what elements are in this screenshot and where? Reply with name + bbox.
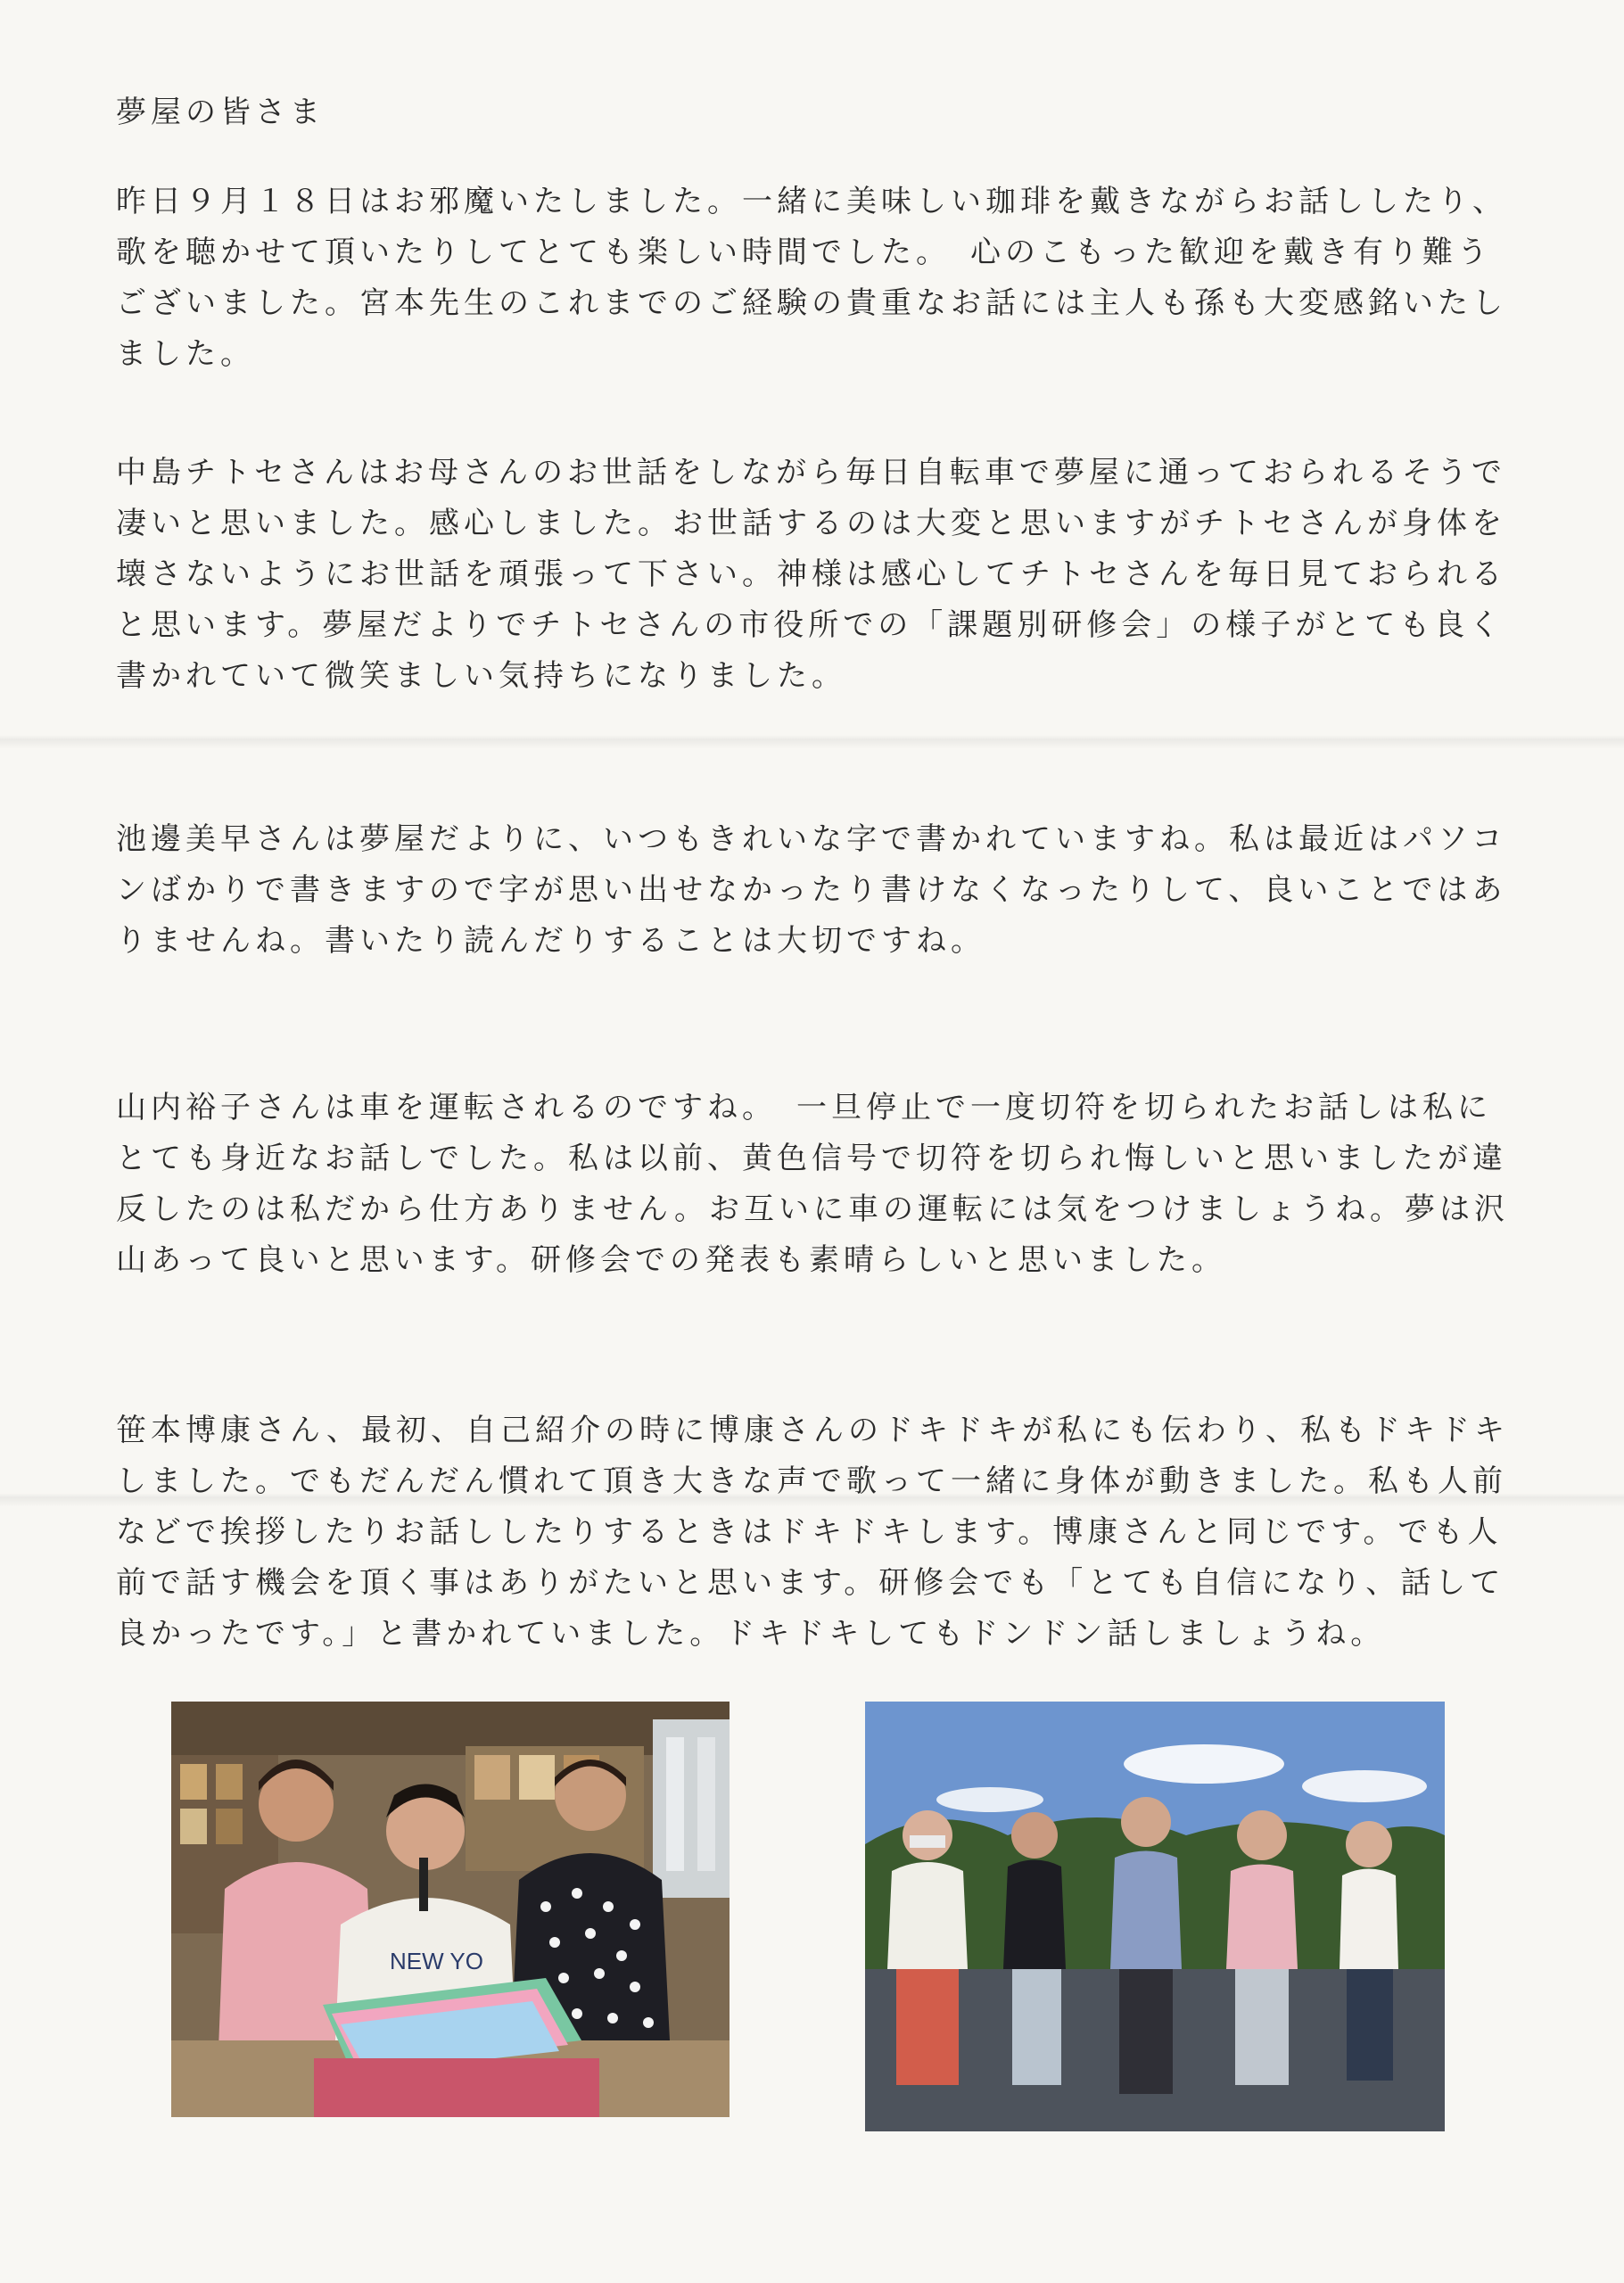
- paragraph-yamauchi: 山内裕子さんは車を運転されるのですね。 一旦停止で一度切符を切られたお話しは私にとても身近なお話しでした。私は以前、黄色信号で切符を切られ悔しいと思いましたが違反したのは私だから仕方ありません。お互いに車の運転には気をつけましょうね。夢は沢山あって良いと思います。研修会での発表も素晴らしいと思いました。: [116, 1090, 1510, 1278]
- photo-indoor-singing: [171, 1702, 730, 2117]
- shirt-print-text: NEW YO: [390, 1948, 483, 1974]
- paragraph-sasamoto: 笹本博康さん、最初、自己紹介の時に博康さんのドキドキが私にも伝わり、私もドキドキしました。でもだんだん慣れて頂き大きな声で歌って一緒に身体が動きました。私も人前などで挨拶したりお話ししたりするときはドキドキします。博康さんと同じです。でも人前で話す機会を頂く事はありがたいと思います。研修会でも「とても自信になり、話して良かったです。」と書かれていました。ドキドキしてもドンドン話しましょうね。: [116, 1413, 1510, 1652]
- photo-outdoor-group: [865, 1702, 1445, 2131]
- paragraph-visit-thanks: 昨日９月１８日はお邪魔いたしました。一緒に美味しい珈琲を戴きながらお話ししたり、歌を聴かせて頂いたりしてとても楽しい時間でした。 心のこもった歓迎を戴き有り難うございました。宮本先生のこれまでのご経験の貴重なお話には主人も孫も大変感銘いたしました。: [116, 184, 1507, 372]
- letter-greeting: 夢屋の皆さま: [116, 95, 325, 130]
- paragraph-ikebe: 池邊美早さんは夢屋だよりに、いつもきれいな字で書かれていますね。私は最近はパソコンばかりで書きますので字が思い出せなかったり書けなくなったりして、良いことではありませんね。書いたり読んだりすることは大切ですね。: [116, 821, 1507, 959]
- paragraph-nakajima: 中島チトセさんはお母さんのお世話をしながら毎日自転車で夢屋に通っておられるそうで凄いと思いました。感心しました。お世話するのは大変と思いますがチトセさんが身体を壊さないようにお世話を頑張って下さい。神様は感心してチトセさんを毎日見ておられると思います。夢屋だよりでチトセさんの市役所での「課題別研修会」の様子がとても良く書かれていて微笑ましい気持ちになりました。: [116, 455, 1506, 694]
